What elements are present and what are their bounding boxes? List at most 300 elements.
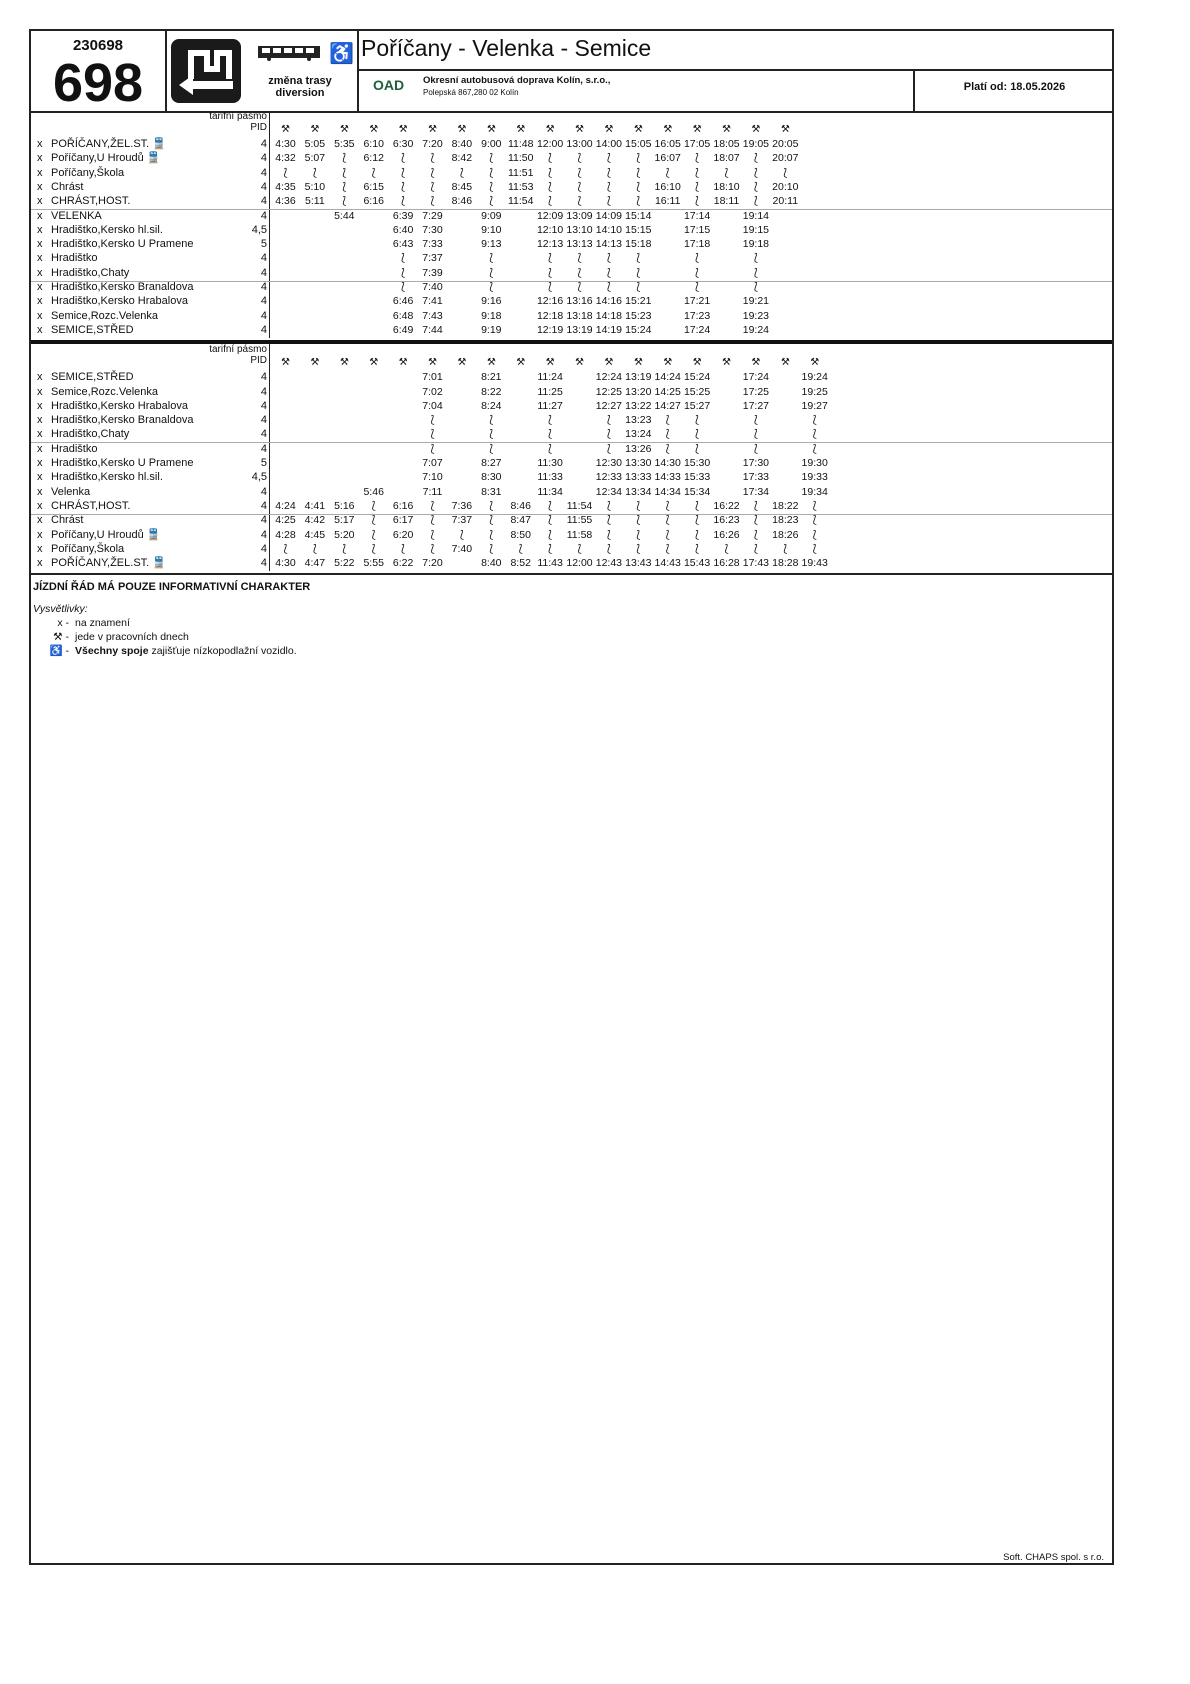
software-credit: Soft. CHAPS spol. s r.o. — [1003, 1552, 1104, 1563]
departure-time: 8:46 — [451, 195, 473, 208]
pass-through-mark: ⟅ — [812, 542, 817, 555]
request-stop-mark: x — [37, 385, 43, 398]
departure-time: 13:09 — [566, 209, 593, 222]
pass-through-mark: ⟅ — [753, 528, 758, 541]
departure-time: 15:24 — [625, 323, 652, 336]
departure-time: 12:09 — [536, 209, 564, 222]
departure-time: 11:34 — [537, 485, 563, 498]
departure-time: 4:30 — [275, 138, 296, 150]
pass-through-mark: ⟅ — [753, 414, 758, 427]
pass-through-mark: ⟅ — [430, 180, 435, 193]
request-stop-mark: x — [37, 180, 43, 193]
pass-through-mark: ⟅ — [753, 252, 758, 265]
departure-time: 5:05 — [304, 138, 326, 150]
departure-time: 20:07 — [772, 152, 799, 165]
departure-time: 13:33 — [625, 471, 652, 484]
departure-time: 20:05 — [772, 138, 799, 150]
stop-name: Hradištko,Kersko U Pramene — [51, 238, 194, 251]
departure-time: 8:24 — [481, 399, 502, 412]
pass-through-mark: ⟅ — [489, 252, 494, 265]
info-note: JÍZDNÍ ŘÁD MÁ POUZE INFORMATIVNÍ CHARAKTER — [33, 581, 311, 594]
departure-time: 7:33 — [422, 238, 443, 251]
pass-through-mark: ⟅ — [489, 542, 494, 555]
pass-through-mark: ⟅ — [577, 266, 582, 279]
departure-time: 17:30 — [742, 457, 770, 469]
stop-row — [31, 224, 269, 237]
departure-time: 15:05 — [625, 138, 652, 150]
pass-through-mark: ⟅ — [606, 542, 611, 555]
departure-time: 19:18 — [742, 238, 770, 251]
departure-time: 7:29 — [422, 209, 443, 222]
stop-name: Velenka — [51, 485, 91, 498]
request-stop-mark: x — [37, 309, 43, 322]
departure-time: 13:26 — [625, 442, 652, 455]
direction2-separator — [269, 344, 270, 571]
departure-time: 5:35 — [334, 138, 355, 150]
pass-through-mark: ⟅ — [753, 266, 758, 279]
departure-time: 18:23 — [772, 514, 799, 527]
zone-header-line2: PID — [250, 122, 267, 133]
departure-time: 16:10 — [654, 180, 681, 193]
departure-time: 13:19 — [625, 371, 652, 384]
departure-time: 11:27 — [537, 399, 563, 412]
pass-through-mark: ⟅ — [430, 542, 435, 555]
departure-time: 18:10 — [713, 180, 740, 193]
departure-time: 18:26 — [772, 528, 799, 541]
departure-time: 4:41 — [304, 499, 326, 512]
departure-time: 11:54 — [566, 499, 593, 512]
pass-through-mark: ⟅ — [401, 542, 406, 555]
pass-through-mark: ⟅ — [548, 152, 553, 165]
pass-through-mark: ⟅ — [606, 180, 611, 193]
departure-time: 11:43 — [537, 557, 563, 570]
workday-icon: ⚒ — [428, 124, 437, 135]
stop-name: Chrást — [51, 180, 84, 193]
stop-row — [31, 295, 269, 308]
pass-through-mark: ⟅ — [401, 281, 406, 293]
pass-through-mark: ⟅ — [812, 442, 817, 455]
departure-time: 19:24 — [742, 323, 770, 336]
departure-time: 4:30 — [275, 557, 296, 570]
departure-time: 17:21 — [683, 295, 711, 308]
bus-icon — [257, 45, 321, 61]
stop-name: Hradištko — [51, 252, 98, 265]
workday-icon: ⚒ — [604, 357, 614, 369]
zone-header-line2: PID — [250, 355, 267, 367]
pass-through-mark: ⟅ — [606, 195, 611, 208]
workday-icon: ⚒ — [486, 124, 496, 135]
departure-time: 20:11 — [772, 195, 799, 208]
departure-time: 11:25 — [537, 385, 563, 398]
legend-symbol: x - — [57, 617, 69, 630]
request-stop-mark: x — [37, 252, 43, 265]
stop-row — [31, 529, 269, 542]
departure-time: 6:16 — [363, 195, 384, 208]
departure-time: 7:11 — [422, 485, 443, 498]
departure-time: 15:15 — [625, 223, 652, 236]
stop-zone: 4 — [260, 499, 267, 512]
line-number: 698 — [52, 53, 144, 113]
workday-icon: ⚒ — [310, 357, 320, 369]
departure-time: 16:22 — [713, 499, 740, 512]
pass-through-mark: ⟅ — [665, 528, 670, 541]
departure-time: 5:46 — [363, 485, 384, 498]
pass-through-mark: ⟅ — [548, 442, 553, 455]
stop-row — [31, 500, 269, 513]
pass-through-mark: ⟅ — [371, 514, 376, 527]
departure-time: 16:11 — [654, 195, 681, 208]
pass-through-mark: ⟅ — [401, 266, 406, 279]
departure-time: 13:00 — [566, 138, 593, 150]
legend-text: jede v pracovních dnech — [75, 631, 189, 644]
workday-icon: ⚒ — [369, 124, 379, 135]
departure-time: 15:34 — [683, 485, 711, 498]
legend-symbol: ⚒ - — [53, 631, 69, 644]
departure-time: 6:17 — [392, 514, 414, 527]
departure-time: 17:25 — [742, 385, 770, 398]
pass-through-mark: ⟅ — [548, 180, 553, 193]
departure-time: 18:05 — [713, 138, 740, 150]
departure-time: 19:25 — [801, 385, 828, 398]
request-stop-mark: x — [37, 152, 43, 165]
departure-time: 15:43 — [683, 557, 711, 570]
stop-name: Poříčany,U Hroudů 🚆 — [51, 152, 161, 165]
stop-row — [31, 428, 269, 441]
departure-time: 4:45 — [304, 528, 326, 541]
request-stop-mark: x — [37, 414, 43, 427]
workday-icon: ⚒ — [751, 124, 761, 135]
stop-zone: 4 — [260, 138, 267, 150]
departure-time: 4:35 — [275, 180, 296, 193]
departure-time: 12:13 — [536, 238, 564, 251]
departure-time: 19:43 — [801, 557, 828, 570]
departure-time: 19:24 — [801, 371, 828, 384]
stop-row — [31, 181, 269, 194]
pass-through-mark: ⟅ — [430, 166, 435, 179]
pass-through-mark: ⟅ — [606, 166, 611, 179]
stop-zone: 4 — [260, 209, 267, 222]
zone-header-line1: tarifní pásmo — [209, 344, 267, 356]
departure-time: 8:42 — [451, 152, 473, 165]
stop-name: Semice,Rozc.Velenka — [51, 385, 158, 398]
pass-through-mark: ⟅ — [606, 428, 611, 441]
pass-through-mark: ⟅ — [724, 542, 729, 555]
pass-through-mark: ⟅ — [695, 499, 700, 512]
workday-icon: ⚒ — [516, 357, 526, 369]
pass-through-mark: ⟅ — [430, 414, 435, 427]
pass-through-mark: ⟅ — [812, 428, 817, 441]
pass-through-mark: ⟅ — [401, 166, 406, 179]
stop-zone: 4 — [260, 371, 267, 384]
pass-through-mark: ⟅ — [430, 428, 435, 441]
departure-time: 12:27 — [595, 399, 623, 412]
departure-time: 5:10 — [304, 180, 326, 193]
license-number: 230698 — [72, 37, 124, 54]
pass-through-mark: ⟅ — [342, 152, 347, 165]
legend-item — [33, 645, 297, 658]
valid-from: Platí od: 18.05.2026 — [963, 81, 1066, 93]
pass-through-mark: ⟅ — [695, 542, 700, 555]
departure-time: 8:22 — [481, 385, 502, 398]
departure-time: 8:52 — [510, 557, 531, 570]
stop-zone: 4 — [260, 180, 267, 193]
workday-icon: ⚒ — [310, 124, 320, 135]
workday-icon: ⚒ — [339, 357, 349, 369]
stop-name: Hradištko,Kersko U Pramene — [51, 457, 194, 469]
request-stop-mark: x — [37, 428, 43, 441]
pass-through-mark: ⟅ — [783, 542, 788, 555]
stop-row — [31, 543, 269, 556]
departure-time: 17:23 — [683, 309, 711, 322]
pass-through-mark: ⟅ — [783, 166, 788, 179]
diversion-label-text: změna trasy diversion — [268, 75, 332, 99]
stop-zone: 4 — [260, 385, 267, 398]
departure-time: 17:33 — [742, 471, 770, 484]
legend-symbol: ♿ - — [49, 645, 69, 658]
departure-time: 7:04 — [422, 399, 443, 412]
carrier-logo: OAD — [373, 77, 405, 93]
stop-zone: 5 — [260, 238, 267, 251]
pass-through-mark: ⟅ — [489, 195, 494, 208]
stop-name: Poříčany,Škola — [51, 542, 125, 555]
legend-item — [33, 631, 189, 644]
pass-through-mark: ⟅ — [459, 166, 464, 179]
departure-time: 6:48 — [392, 309, 414, 322]
workday-icon: ⚒ — [751, 357, 761, 369]
departure-time: 14:33 — [654, 471, 681, 484]
stop-name: Poříčany,Škola — [51, 166, 125, 179]
departure-time: 13:22 — [625, 399, 652, 412]
pass-through-mark: ⟅ — [606, 414, 611, 427]
departure-time: 8:27 — [481, 457, 502, 469]
workday-icon: ⚒ — [486, 357, 496, 369]
departure-time: 14:16 — [595, 295, 623, 308]
pass-through-mark: ⟅ — [695, 152, 700, 165]
pass-through-mark: ⟅ — [548, 414, 553, 427]
carrier-name: Okresní autobusová doprava Kolín, s.r.o., — [423, 75, 611, 86]
departure-time: 19:23 — [742, 309, 770, 322]
pass-through-mark: ⟅ — [606, 252, 611, 265]
stop-zone: 4 — [260, 252, 267, 265]
request-stop-mark: x — [37, 238, 43, 251]
pass-through-mark: ⟅ — [489, 266, 494, 279]
pass-through-mark: ⟅ — [489, 414, 494, 427]
departure-time: 8:40 — [451, 138, 473, 150]
stop-row — [31, 400, 269, 413]
departure-time: 11:58 — [566, 528, 593, 541]
departure-time: 6:10 — [363, 138, 384, 150]
pass-through-mark: ⟅ — [489, 428, 494, 441]
departure-time: 13:20 — [625, 385, 652, 398]
pass-through-mark: ⟅ — [518, 542, 523, 555]
pass-through-mark: ⟅ — [312, 542, 317, 555]
departure-time: 5:11 — [305, 195, 325, 208]
pass-through-mark: ⟅ — [606, 514, 611, 527]
stop-row — [31, 267, 269, 280]
departure-time: 7:44 — [422, 323, 443, 336]
departure-time: 4:28 — [275, 528, 296, 541]
pass-through-mark: ⟅ — [606, 152, 611, 165]
pass-through-mark: ⟅ — [753, 499, 758, 512]
stop-zone: 4 — [260, 295, 267, 308]
stop-row — [31, 138, 269, 151]
pass-through-mark: ⟅ — [548, 195, 553, 208]
departure-time: 4:25 — [275, 514, 296, 527]
workday-icon: ⚒ — [722, 124, 731, 135]
departure-time: 14:27 — [654, 399, 681, 412]
departure-time: 15:24 — [683, 371, 711, 384]
stop-zone: 4 — [260, 166, 267, 179]
pass-through-mark: ⟅ — [489, 166, 494, 179]
departure-time: 7:02 — [422, 385, 443, 398]
departure-time: 15:30 — [683, 457, 711, 469]
workday-icon: ⚒ — [604, 124, 614, 135]
departure-time: 12:16 — [536, 295, 564, 308]
pass-through-mark: ⟅ — [548, 281, 553, 293]
departure-time: 13:24 — [625, 428, 652, 441]
pass-through-mark: ⟅ — [636, 528, 641, 541]
valid-from-box — [913, 69, 1114, 111]
workday-icon: ⚒ — [281, 124, 290, 135]
legend-title: Vysvětlivky: — [33, 603, 88, 616]
pass-through-mark: ⟅ — [812, 414, 817, 427]
departure-time: 17:14 — [683, 209, 711, 222]
departure-time: 9:18 — [481, 309, 502, 322]
pass-through-mark: ⟅ — [489, 152, 494, 165]
departure-time: 13:34 — [625, 485, 652, 498]
stop-name: Hradištko,Kersko hl.sil. — [51, 223, 163, 236]
workday-icon: ⚒ — [281, 357, 290, 369]
diversion-label — [253, 75, 347, 99]
pass-through-mark: ⟅ — [695, 514, 700, 527]
stop-name: CHRÁST,HOST. — [51, 499, 131, 512]
stop-name: Hradištko,Kersko Branaldova — [51, 281, 194, 293]
departure-time: 8:47 — [510, 514, 531, 527]
stop-name: SEMICE,STŘED — [51, 323, 134, 336]
line-number-box — [31, 31, 167, 111]
departure-time: 18:11 — [713, 195, 740, 208]
pass-through-mark: ⟅ — [636, 499, 641, 512]
pass-through-mark: ⟅ — [548, 499, 553, 512]
request-stop-mark: x — [37, 514, 43, 527]
pass-through-mark: ⟅ — [489, 180, 494, 193]
pass-through-mark: ⟅ — [430, 499, 435, 512]
pass-through-mark: ⟅ — [753, 542, 758, 555]
pass-through-mark: ⟅ — [636, 152, 641, 165]
pass-through-mark: ⟅ — [430, 528, 435, 541]
pass-through-mark: ⟅ — [401, 180, 406, 193]
workday-icon: ⚒ — [692, 124, 702, 135]
departure-time: 8:30 — [481, 471, 502, 484]
departure-time: 15:25 — [683, 385, 711, 398]
departure-time: 7:40 — [422, 281, 443, 293]
departure-time: 15:27 — [683, 399, 711, 412]
workday-icon: ⚒ — [575, 124, 584, 135]
departure-time: 15:18 — [625, 238, 652, 251]
workday-icon: ⚒ — [339, 124, 349, 135]
departure-time: 15:21 — [625, 295, 652, 308]
legend-text: na znamení — [75, 617, 130, 630]
departure-time: 8:50 — [510, 528, 531, 541]
departure-time: 8:21 — [481, 371, 502, 384]
departure-time: 6:15 — [363, 180, 384, 193]
departure-time: 9:19 — [481, 323, 502, 336]
pass-through-mark: ⟅ — [606, 499, 611, 512]
pass-through-mark: ⟅ — [812, 528, 817, 541]
departure-time: 4:47 — [304, 557, 326, 570]
pass-through-mark: ⟅ — [342, 180, 347, 193]
pass-through-mark: ⟅ — [283, 166, 288, 179]
pass-through-mark: ⟅ — [430, 442, 435, 455]
request-stop-mark: x — [37, 223, 43, 236]
departure-time: 18:07 — [713, 152, 740, 165]
pass-through-mark: ⟅ — [695, 428, 700, 441]
departure-time: 4:32 — [275, 152, 296, 165]
departure-time: 11:30 — [537, 457, 563, 469]
workday-icon: ⚒ — [810, 357, 820, 369]
stop-row — [31, 195, 269, 208]
pass-through-mark: ⟅ — [812, 499, 817, 512]
stop-name: Hradištko,Chaty — [51, 428, 130, 441]
workday-icon: ⚒ — [663, 124, 673, 135]
stop-name: CHRÁST,HOST. — [51, 195, 131, 208]
departure-time: 12:33 — [595, 471, 623, 484]
stop-row — [31, 238, 269, 251]
departure-time: 19:34 — [801, 485, 828, 498]
departure-time: 19:21 — [742, 295, 770, 308]
departure-time: 12:25 — [595, 385, 623, 398]
pass-through-mark: ⟅ — [312, 166, 317, 179]
legend-text: zajišťuje nízkopodlažní vozidlo. — [148, 645, 297, 658]
pass-through-mark: ⟅ — [548, 528, 553, 541]
departure-time: 19:14 — [742, 209, 770, 222]
workday-icon: ⚒ — [457, 124, 467, 135]
pass-through-mark: ⟅ — [577, 281, 582, 293]
departure-time: 5:44 — [334, 209, 355, 222]
departure-time: 11:54 — [507, 195, 534, 208]
pass-through-mark: ⟅ — [342, 542, 347, 555]
stop-zone: 4 — [260, 442, 267, 455]
departure-time: 4:24 — [275, 499, 296, 512]
pass-through-mark: ⟅ — [636, 542, 641, 555]
workday-icon: ⚒ — [633, 124, 643, 135]
pass-through-mark: ⟅ — [577, 195, 582, 208]
departure-time: 18:22 — [772, 499, 799, 512]
pass-through-mark: ⟅ — [695, 528, 700, 541]
zone-header-line1: tarifní pásmo — [209, 111, 267, 122]
workday-icon: ⚒ — [516, 124, 526, 135]
stop-row — [31, 443, 269, 456]
stop-row — [31, 457, 269, 470]
pass-through-mark: ⟅ — [401, 152, 406, 165]
departure-time: 14:10 — [595, 223, 623, 236]
departure-time: 6:22 — [392, 557, 414, 570]
departure-time: 19:30 — [801, 457, 828, 469]
request-stop-mark: x — [37, 399, 43, 412]
pass-through-mark: ⟅ — [636, 180, 641, 193]
pass-through-mark: ⟅ — [489, 528, 494, 541]
departure-time: 11:33 — [537, 471, 563, 484]
pass-through-mark: ⟅ — [489, 442, 494, 455]
departure-time: 6:39 — [392, 209, 414, 222]
stop-zone: 5 — [260, 457, 267, 469]
workday-icon: ⚒ — [457, 357, 467, 369]
departure-time: 16:26 — [713, 528, 740, 541]
request-stop-mark: x — [37, 323, 43, 336]
departure-time: 17:24 — [742, 371, 770, 384]
pass-through-mark: ⟅ — [753, 180, 758, 193]
stop-name: Hradištko,Kersko Branaldova — [51, 414, 194, 427]
